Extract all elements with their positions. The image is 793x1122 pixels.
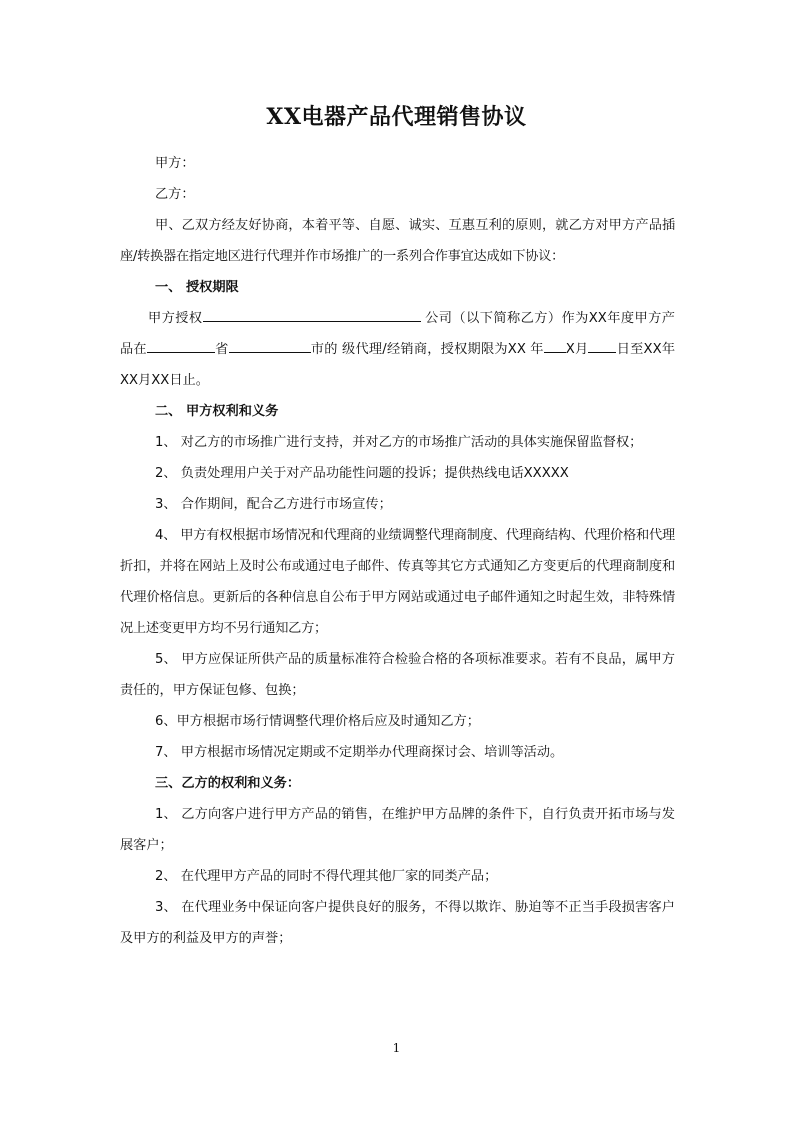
section-2-item-6: 6、甲方根据市场行情调整代理价格后应及时通知乙方；: [155, 714, 480, 729]
section-2-item-2: 2、 负责处理用户关于对产品功能性问题的投诉；提供热线电话XXXXX: [155, 466, 569, 481]
company-name-blank: [203, 307, 421, 322]
section-1-heading: 一、 授权期限: [155, 280, 239, 295]
month-label: 月: [574, 342, 589, 357]
party-a-line: 甲方：: [155, 156, 195, 171]
province-label: 省: [214, 342, 229, 357]
authorization-text-2: 公司（以下简称乙方）作为XX年度甲方产品在: [120, 311, 675, 357]
city-blank: [229, 338, 311, 353]
intro-paragraph: 甲、乙双方经友好协商，本着平等、自愿、诚实、互惠互利的原则，就乙方对甲方产品插座/转换器在指定地区进行代理并作市场推广的一系列合作事宜达成如下协议：: [120, 218, 675, 264]
authorization-text-4: 日至XX年 XX月XX日止。: [120, 342, 676, 388]
document-body: [120, 148, 675, 954]
day-blank: [588, 338, 616, 353]
section-2-item-7: 7、 甲方根据市场情况定期或不定期举办代理商探讨会、培训等活动。: [155, 745, 564, 760]
month-value: X: [565, 342, 575, 357]
section-3-item-2: 2、 在代理甲方产品的同时不得代理其他厂家的同类产品；: [155, 869, 498, 884]
section-2-item-5: 5、 甲方应保证所供产品的质量标准符合检验合格的各项标准要求。若有不良品，属甲方责任的，甲方保证包修、包换；: [120, 652, 675, 698]
section-1-paragraph: [120, 303, 675, 396]
party-b-line: 乙方：: [155, 187, 195, 202]
section-2-item-1: 1、 对乙方的市场推广进行支持，并对乙方的市场推广活动的具体实施保留监督权；: [155, 435, 643, 450]
province-blank: [147, 338, 215, 353]
section-3-item-1: 1、 乙方向客户进行甲方产品的销售，在维护甲方品牌的条件下，自行负责开拓市场与发展客户；: [120, 807, 675, 853]
section-3-item-3: 3、 在代理业务中保证向客户提供良好的服务，不得以欺诈、胁迫等不正当手段损害客户及甲方的利益及甲方的声誉；: [120, 900, 675, 946]
document-title: XX电器产品代理销售协议: [266, 104, 527, 130]
section-2-heading: 二、 甲方权利和义务: [155, 404, 279, 419]
authorization-text-3: 市的 级代理/经销商，授权期限为XX 年: [310, 342, 544, 357]
month-blank: [544, 338, 566, 353]
section-3-heading: 三、乙方的权利和义务：: [155, 776, 301, 791]
authorization-text-1: 甲方授权: [148, 311, 203, 326]
page-number: 1: [392, 1041, 401, 1055]
section-2-item-4: 4、 甲方有权根据市场情况和代理商的业绩调整代理商制度、代理商结构、代理价格和代理折扣，并将在网站上及时公布或通过电子邮件、传真等其它方式通知乙方变更后的代理商制度和代理价格信息。更新后的各种信息自公布于甲方网站或通过电子邮件通知之时起生效，非特殊情况上述变更甲方均不另行通知乙方；: [120, 528, 675, 636]
section-2-item-3: 3、 合作期间，配合乙方进行市场宣传；: [155, 497, 392, 512]
